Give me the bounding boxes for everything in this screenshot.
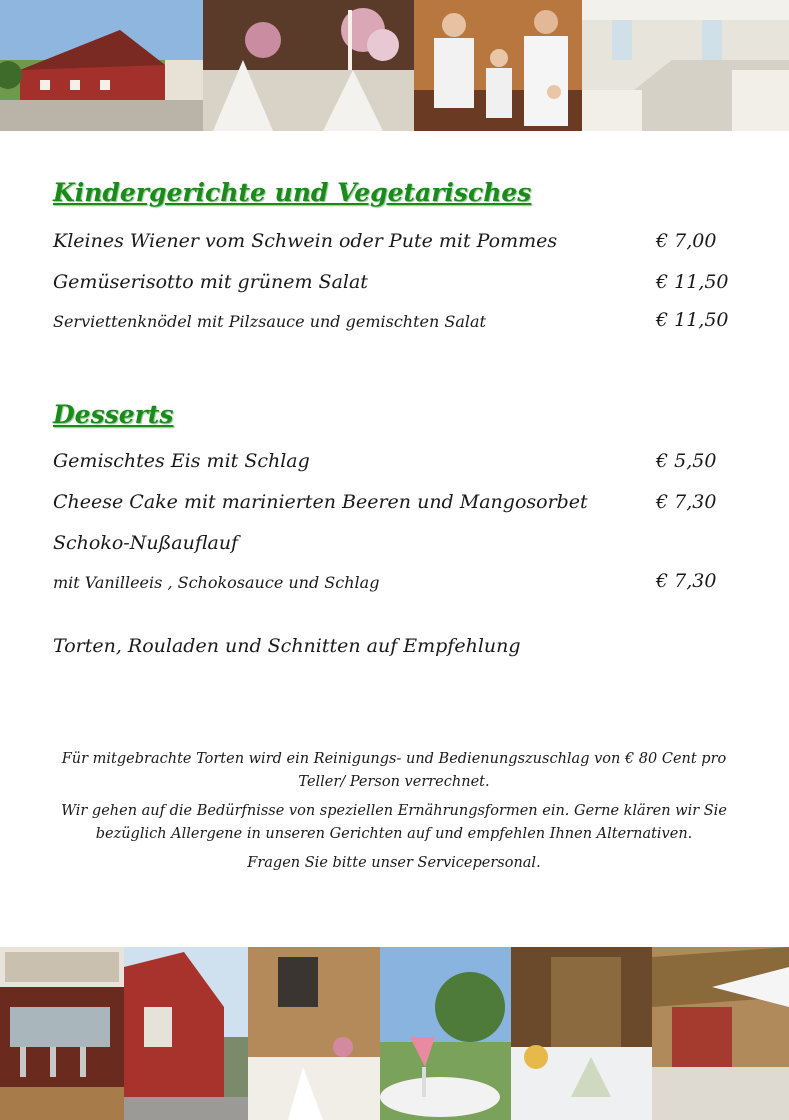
dish-name: Serviettenknödel mit Pilzsauce und gemischten Salat [53, 312, 486, 331]
photo-red-facade [124, 947, 248, 1120]
photo-family-team [414, 0, 582, 131]
photo-table-setting [511, 947, 652, 1120]
section-title-kindergerichte: Kindergerichte und Vegetarisches [53, 178, 532, 207]
note-surcharge: Für mitgebrachte Torten wird ein Reinigungs- und Bedienungszuschlag von € 80 Cent pro Teller/ Person verrechnet. [61, 751, 727, 790]
note-staff: Fragen Sie bitte unser Servicepersonal. [247, 855, 541, 871]
bottom-photo-strip [0, 947, 789, 1120]
dish-price: € 5,50 [656, 450, 717, 472]
photo-table-flowers [203, 0, 414, 131]
section-title-desserts: Desserts [53, 400, 174, 429]
photo-terrace [652, 947, 789, 1120]
photo-restaurant-exterior [0, 0, 203, 131]
dish-name: Cheese Cake mit marinierten Beeren und Mangosorbet [53, 491, 588, 513]
top-photo-strip [0, 0, 789, 131]
notes-block [50, 748, 738, 881]
dish-price: € 7,30 [656, 570, 717, 592]
photo-dining-table-wood [248, 947, 380, 1120]
dish-name: Kleines Wiener vom Schwein oder Pute mit Pommes [53, 230, 558, 252]
photo-garden-drink [380, 947, 511, 1120]
recommendation-text: Torten, Rouladen und Schnitten auf Empfehlung [53, 635, 521, 657]
photo-bar-taps [0, 947, 124, 1120]
dish-name: Schoko-Nußauflauf [53, 532, 239, 554]
dish-price: € 11,50 [656, 309, 729, 331]
dish-name: Gemüserisotto mit grünem Salat [53, 271, 368, 293]
dish-name: mit Vanilleeis , Schokosauce und Schlag [53, 573, 380, 592]
photo-banquet-hall [582, 0, 789, 131]
dish-price: € 7,00 [656, 230, 717, 252]
dish-name: Gemischtes Eis mit Schlag [53, 450, 310, 472]
note-allergens: Wir gehen auf die Bedürfnisse von speziellen Ernährungsformen ein. Gerne klären wir Sie bezüglich Allergene in unseren Gerichten auf und empfehlen Ihnen Alternativen. [61, 803, 727, 842]
dish-price: € 11,50 [656, 271, 729, 293]
dish-price: € 7,30 [656, 491, 717, 513]
